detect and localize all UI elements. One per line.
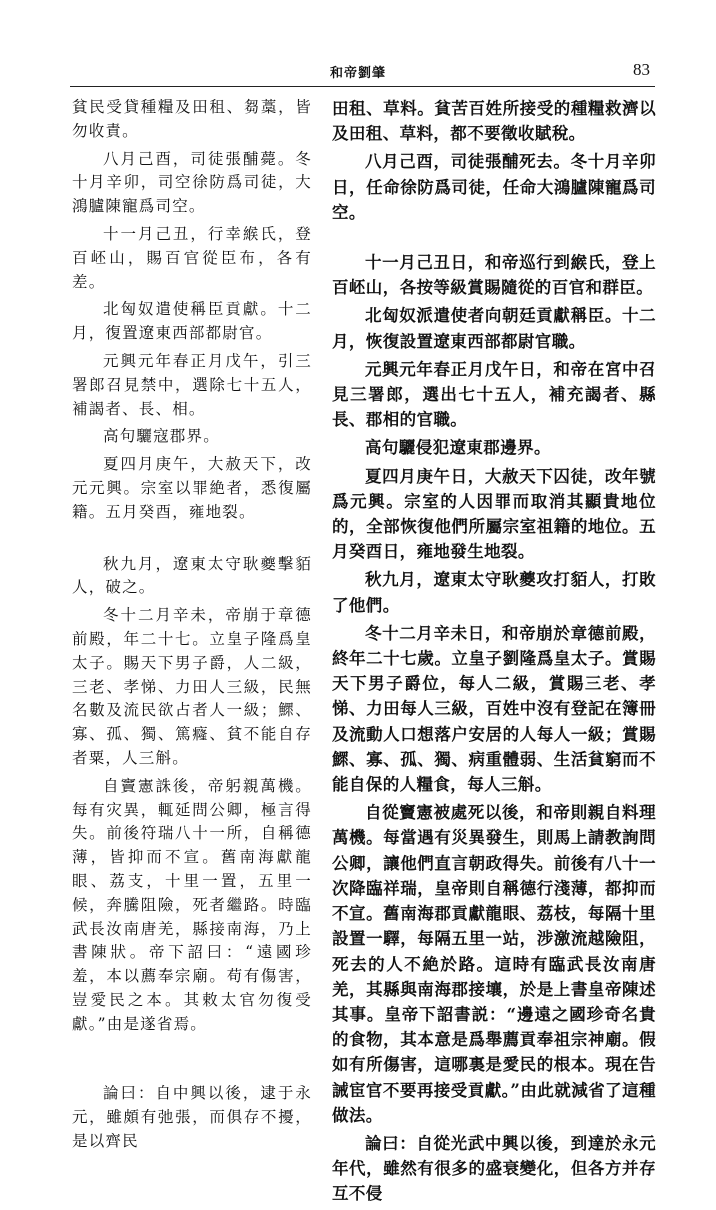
paragraph: 元興元年春正月戊午，引三署郎召見禁中，選除七十五人，補謁者、長、相。 — [72, 351, 312, 418]
paragraph: 夏四月庚午，大赦天下，改元元興。宗室以罪絶者，悉復屬籍。五月癸酉，雍地裂。 — [72, 455, 312, 521]
paragraph: 自從竇憲被處死以後，和帝則親自料理萬機。每當遇有災異發生，則馬上請教詢問公卿，讓他們直言朝政得失。前後有八十一次降臨祥瑞，皇帝則自稱德行淺薄，都抑而不宣。舊南海郡貢獻龍眼、荔枝，每隔十里設置一驛，每隔五里一站，涉激流越險阻，死去的人不絶於路。這時有臨武長汝南唐羌，其縣與南海郡接壤，於是上書皇帝陳述其事。皇帝下詔書説：“邊遠之國珍奇名貴的食物，其本意是爲舉薦貢奉祖宗神廟。假如有所傷害，這哪裏是愛民的根本。現在告誡宦官不要再接受貢獻。”由此就減省了這種做法。 — [332, 803, 656, 1125]
page-number: 83 — [633, 60, 650, 79]
running-title: 和帝劉肇 — [330, 66, 387, 81]
paragraph: 夏四月庚午日，大赦天下囚徒，改年號爲元興。宗室的人因罪而取消其顯貴地位的，全部恢復他們所屬宗室祖籍的地位。五月癸酉日，雍地發生地裂。 — [332, 466, 656, 562]
paragraph: 北匈奴遣使稱臣貢獻。十二月，復置遼東西部都尉官。 — [72, 300, 312, 343]
paragraph: 十一月己丑，行幸緱氏，登百岯山，賜百官從臣布，各有差。 — [72, 224, 312, 291]
paragraph: 元興元年春正月戊午日，和帝在宮中召見三署郎，選出七十五人，補充謁者、縣長、郡相的官職。 — [332, 359, 656, 430]
spacer — [72, 1040, 312, 1082]
paragraph: 八月己酉，司徒張酺死去。冬十月辛卯日，任命徐防爲司徒，任命大鴻臚陳寵爲司空。 — [332, 152, 656, 222]
spacer — [72, 529, 312, 553]
page-header — [70, 62, 650, 84]
paragraph: 北匈奴派遣使者向朝廷貢獻稱臣。十二月，恢復設置遼東西部都尉官職。 — [332, 306, 656, 351]
paragraph: 田租、草料。貧苦百姓所接受的種糧救濟以及田租、草料，都不要徵收賦稅。 — [332, 99, 656, 144]
paragraph: 自竇憲誅後，帝躬親萬機。每有灾異，輒延問公卿，極言得失。前後符瑞八十一所，自稱德薄，皆抑而不宣。舊南海獻龍眼、荔支，十里一置，五里一候，奔騰阻險，死者繼路。時臨武長汝南唐羌，縣接南海，乃上書陳狀。帝下詔曰：“遠國珍羞，本以薦奉宗廟。苟有傷害，豈愛民之本。其敕太官勿復受獻。”由是遂省焉。 — [72, 776, 312, 1033]
paragraph: 冬十二月辛未日，和帝崩於章德前殿，終年二十七歲。立皇子劉隆爲皇太子。賞賜天下男子爵位，每人二級，賞賜三老、孝悌、力田每人三級，百姓中沒有登記在簿冊及流動人口想落户安居的人每人一級；賞賜鰥、寡、孤、獨、病重體弱、生活貧窮而不能自保的人糧食，每人三斛。 — [332, 623, 656, 795]
translation-column — [332, 96, 656, 1210]
paragraph: 高句驪寇郡界。 — [103, 427, 220, 446]
paragraph: 秋九月，遼東太守耿夔擊貊人，破之。 — [72, 554, 312, 597]
original-text-column — [72, 96, 312, 1158]
paragraph: 高句驪侵犯遼東郡邊界。 — [365, 438, 551, 458]
paragraph: 冬十二月辛未，帝崩于章德前殿，年二十七。立皇子隆爲皇太子。賜天下男子爵，人二級，三老、孝悌、力田人三級，民無名數及流民欲占者人一級；鰥、寡、孤、獨、篤癃、貧不能自存者粟，人三斛。 — [72, 606, 312, 767]
paragraph: 十一月己丑日，和帝巡行到緱氏，登上百岯山，各按等級賞賜隨從的百官和群臣。 — [332, 253, 656, 298]
header-rule — [70, 86, 655, 87]
paragraph: 貧民受貸種糧及田租、芻藁，皆勿收責。 — [72, 98, 312, 140]
spacer — [332, 228, 656, 250]
paragraph: 秋九月，遼東太守耿夔攻打貊人，打敗了他們。 — [332, 570, 656, 615]
paragraph: 論曰：自從光武中興以後，到達於永元年代，雖然有很多的盛衰變化，但各方并存互不侵 — [332, 1133, 656, 1204]
paragraph: 論曰：自中興以後，逮于永元，雖頗有弛張，而俱存不擾，是以齊民 — [72, 1084, 312, 1151]
paragraph: 八月己酉，司徒張酺薨。冬十月辛卯，司空徐防爲司徒，大鴻臚陳寵爲司空。 — [72, 149, 312, 216]
